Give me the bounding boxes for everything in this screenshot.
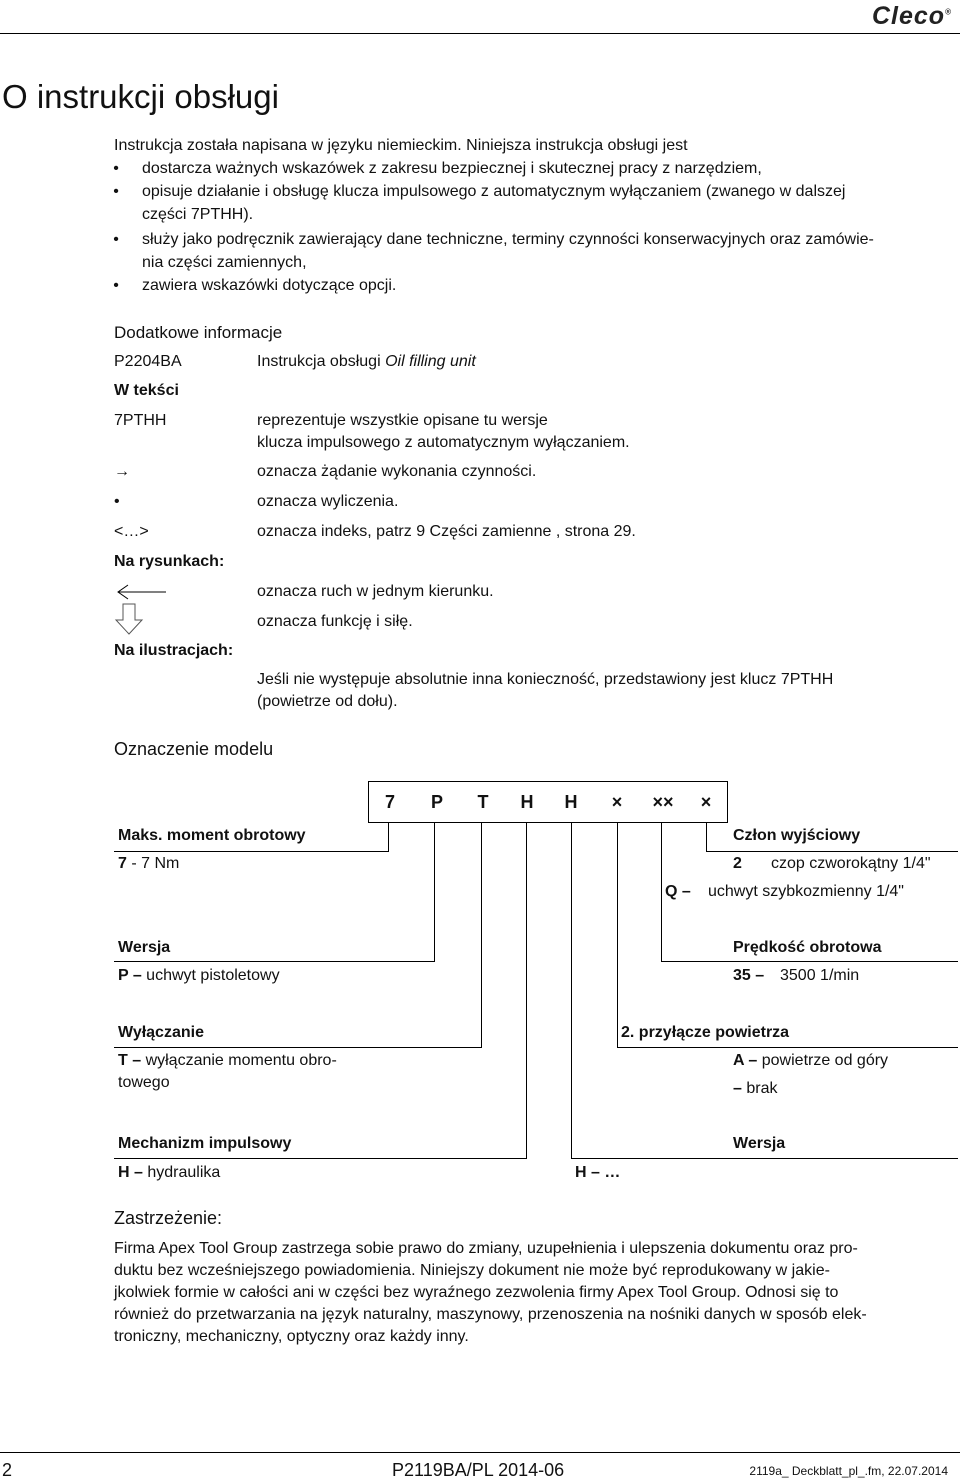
output-label: Człon wyjściowy — [733, 827, 861, 844]
speed-value: 3500 1/min — [780, 967, 860, 984]
variant-key: H – … — [575, 1164, 621, 1181]
model-code-char: P — [430, 792, 443, 812]
air-label: 2. przyłącze powietrza — [621, 1024, 790, 1041]
disclaimer-heading: Zastrzeżenie: — [114, 1208, 223, 1228]
connector-line — [661, 961, 958, 962]
brand-logo: Cleco® — [872, 2, 952, 30]
connector-line — [617, 822, 618, 1048]
movement-arrow-icon — [114, 582, 168, 602]
disclaimer-line: duktu bez wcześniejszego powiadomienia. Niniejszy dokument nie może być reprodukowany w jakie- — [114, 1262, 830, 1279]
connector-line — [526, 822, 527, 1159]
connector-line — [661, 822, 662, 962]
intro-bullet: służy jako podręcznik zawierający dane techniczne, terminy czynności konserwacyjnych oraz zamówie- — [142, 231, 874, 248]
connector-line — [114, 851, 389, 852]
connector-line — [706, 822, 707, 852]
intro-bullet: opisuje działanie i obsługę klucza impulsowego z automatycznym wyłączaniem (zwanego w dalszej — [142, 183, 846, 200]
connector-line — [571, 822, 572, 1159]
term-description: klucza impulsowego z automatycznym wyłączaniem. — [257, 434, 630, 451]
connector-line — [114, 961, 435, 962]
output-value: uchwyt szybkozmienny 1/4" — [708, 883, 904, 900]
shutoff-label: Wyłączanie — [118, 1024, 204, 1041]
info-heading: Dodatkowe informacje — [114, 323, 283, 342]
shutoff-value: T – wyłączanie momentu obro- — [118, 1052, 337, 1069]
version-label: Wersja — [118, 939, 171, 956]
page-title: O instrukcji obsługi — [2, 78, 279, 115]
term-description: reprezentuje wszystkie opisane tu wersje — [257, 412, 548, 429]
connector-line — [114, 1047, 482, 1048]
drawings-heading: Na rysunkach: — [114, 553, 225, 570]
connector-line — [481, 822, 482, 1048]
doc-id: P2119BA/PL 2014-06 — [392, 1460, 565, 1480]
file-info: 2119a_ Deckblatt_pl_.fm, 22.07.2014 — [749, 1464, 948, 1478]
air-value: A – powietrze od góry — [733, 1052, 889, 1069]
arrow-description: oznacza żądanie wykonania czynności. — [257, 463, 537, 480]
illustration-description: Jeśli nie występuje absolutnie inna konieczność, przedstawiony jest klucz 7PTHH — [257, 671, 834, 688]
variant-label: Wersja — [733, 1135, 786, 1152]
output-value: czop czworokątny 1/4" — [771, 855, 931, 872]
intro-bullet-continuation: nia części zamiennych, — [142, 254, 307, 271]
connector-line — [434, 822, 435, 962]
model-code-char: H — [564, 792, 578, 812]
connector-line — [571, 1158, 958, 1159]
connector-line — [706, 851, 958, 852]
intro-bullet: zawiera wskazówki dotyczące opcji. — [142, 277, 397, 294]
model-heading: Oznaczenie modelu — [114, 739, 274, 759]
illustration-description: (powietrze od dołu). — [257, 693, 398, 710]
mechanism-label: Mechanizm impulsowy — [118, 1135, 292, 1152]
version-value: P – uchwyt pistoletowy — [118, 967, 280, 984]
disclaimer-line: Firma Apex Tool Group zastrzega sobie prawo do zmiany, uzupełnienia i ulepszenia dokumentu oraz pro- — [114, 1240, 858, 1257]
bullet-marker: • — [113, 160, 119, 177]
force-description: oznacza funkcję i siłę. — [257, 613, 413, 630]
in-text-heading: W tekści — [114, 382, 179, 399]
mechanism-value: H – hydraulika — [118, 1164, 221, 1181]
bullet-marker: • — [113, 183, 119, 200]
model-code-char: × — [700, 792, 712, 812]
speed-label: Prędkość obrotowa — [733, 939, 882, 956]
doc-code: P2204BA — [114, 353, 182, 370]
model-code-box — [368, 781, 728, 823]
disclaimer-line: również do przetwarzania na język naturalny, maszynowy, przenoszenia na nośniki danych w sposób elek- — [114, 1306, 867, 1323]
header-rule — [0, 33, 960, 34]
index-description: oznacza indeks, patrz 9 Części zamienne , strona 29. — [257, 523, 636, 540]
intro-bullet: dostarcza ważnych wskazówek z zakresu bezpiecznej i skutecznej pracy z narzędziem, — [142, 160, 762, 177]
page-number: 2 — [2, 1460, 13, 1480]
output-key: 2 — [733, 855, 742, 872]
model-code-char: 7 — [384, 792, 395, 812]
torque-value: 7 - 7 Nm — [118, 855, 180, 872]
illustrations-heading: Na ilustracjach: — [114, 642, 234, 659]
intro-bullet-continuation: części 7PTHH). — [142, 206, 254, 223]
term-code: 7PTHH — [114, 412, 167, 429]
connector-line — [114, 1158, 527, 1159]
speed-key: 35 – — [733, 967, 765, 984]
connector-line — [617, 1047, 958, 1048]
index-symbol: <…> — [114, 523, 149, 540]
bullet-icon: • — [114, 493, 120, 510]
bullet-marker: • — [113, 231, 119, 248]
model-code-char: ×× — [652, 792, 674, 812]
shutoff-value-continuation: towego — [118, 1074, 170, 1091]
model-code-char: H — [520, 792, 534, 812]
connector-line — [388, 822, 389, 852]
bullet-marker: • — [113, 277, 119, 294]
intro-lead: Instrukcja została napisana w języku niemieckim. Niniejsza instrukcja obsługi jest — [114, 137, 688, 154]
disclaimer-text — [114, 1238, 922, 1348]
doc-description: Instrukcja obsługi Oil filling unit — [257, 353, 476, 370]
movement-description: oznacza ruch w jednym kierunku. — [257, 583, 494, 600]
bullet-description: oznacza wyliczenia. — [257, 493, 399, 510]
output-key: Q – — [665, 883, 691, 900]
disclaimer-line: jkolwiek formie w całości ani w części bez wyraźnego zezwolenia firmy Apex Tool Group. Odnosi się to — [114, 1284, 839, 1301]
footer-rule — [0, 1452, 960, 1453]
torque-label: Maks. moment obrotowy — [118, 827, 306, 844]
arrow-icon: → — [114, 463, 130, 480]
model-code-char: T — [477, 792, 489, 812]
model-code-char: × — [611, 792, 623, 812]
air-value: – brak — [733, 1080, 778, 1097]
force-arrow-icon — [114, 603, 144, 635]
disclaimer-line: troniczny, mechaniczny, optyczny oraz każdy inny. — [114, 1328, 469, 1345]
